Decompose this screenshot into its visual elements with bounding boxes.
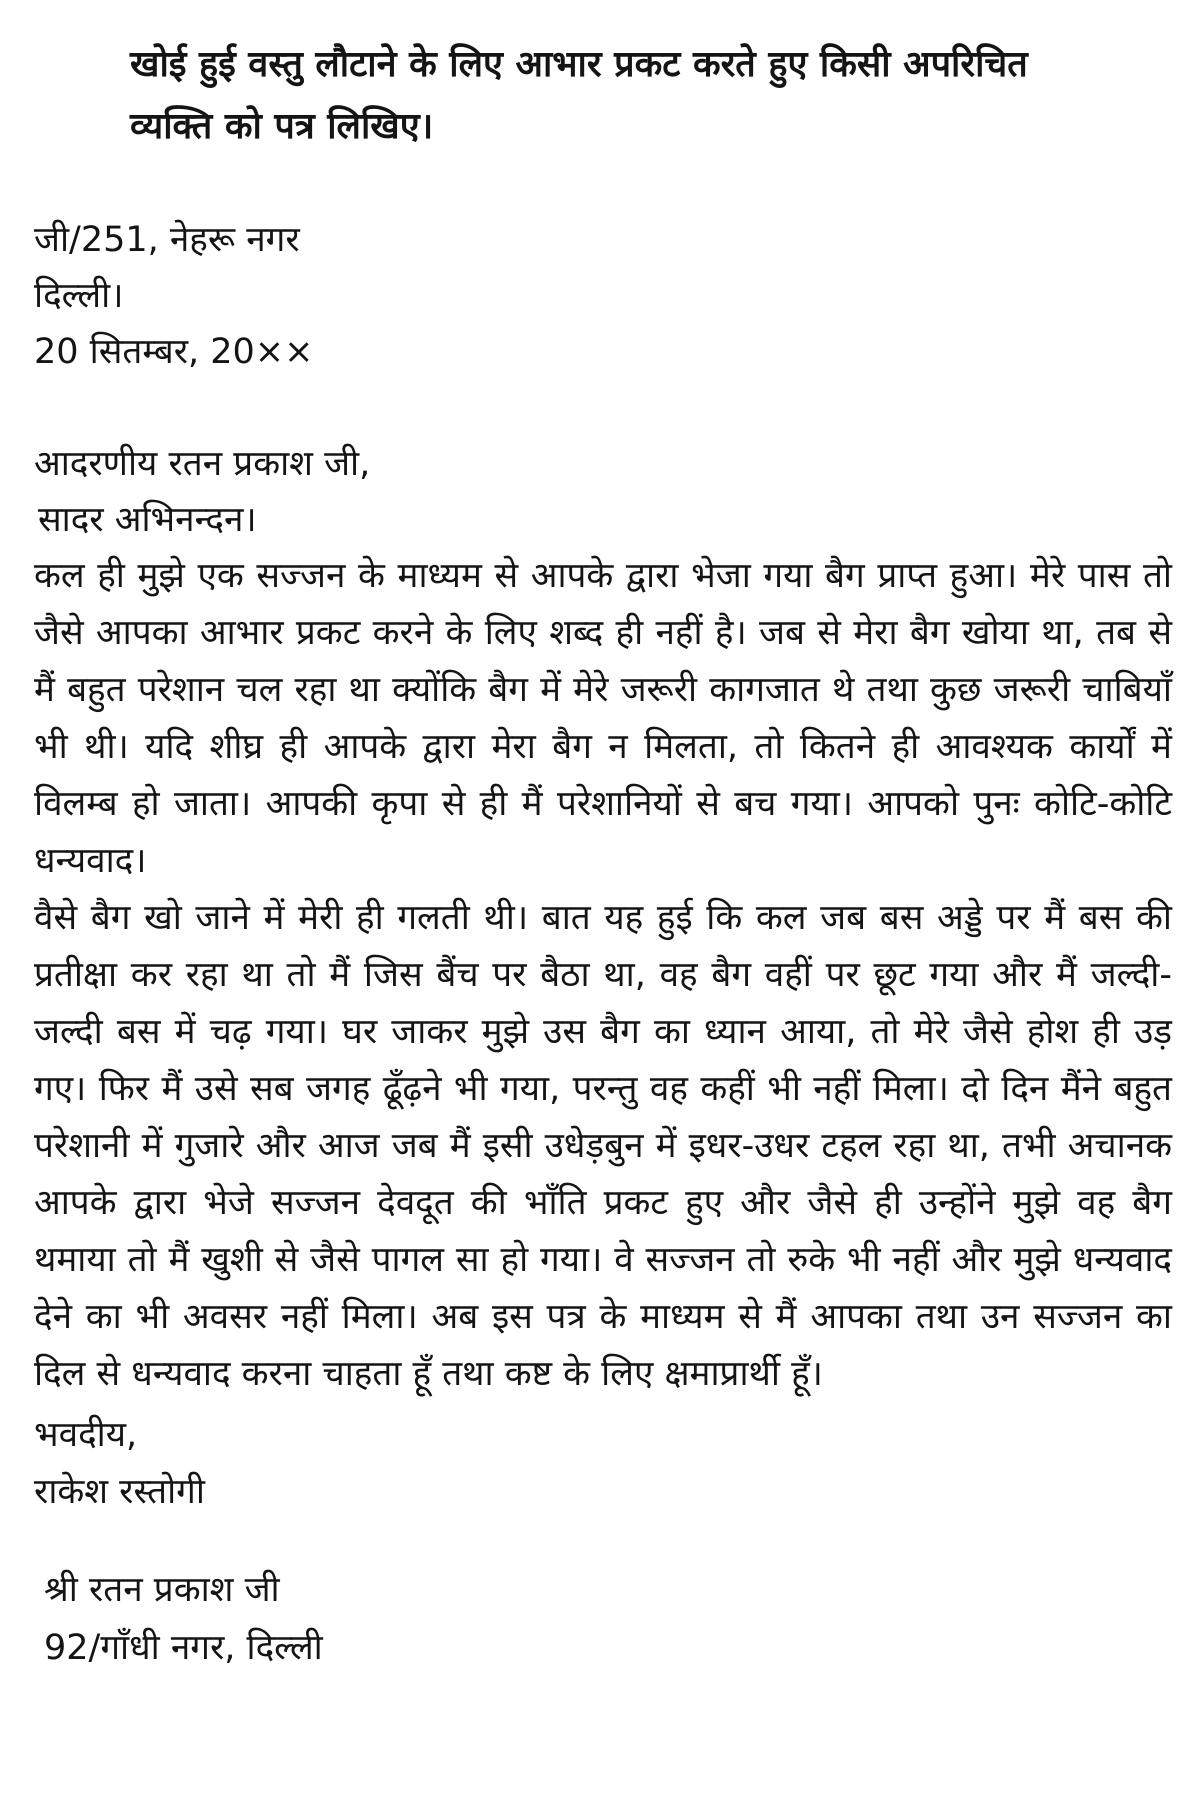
question-line-1: खोई हुई वस्तु लौटाने के लिए आभार प्रकट करते हुए किसी अपरिचित xyxy=(130,44,1028,85)
question-line-2: व्यक्ति को पत्र लिखिए। xyxy=(130,106,434,147)
question-heading xyxy=(130,34,1172,158)
letter-closing xyxy=(34,1407,1172,1521)
sender-address xyxy=(34,212,1172,380)
sender-name: राकेश रस्तोगी xyxy=(34,1472,205,1512)
letter-date: 20 सितम्बर, 20×× xyxy=(34,332,314,372)
salutation-address: आदरणीय रतन प्रकाश जी, xyxy=(34,444,371,484)
sender-address-line-2: दिल्ली। xyxy=(34,276,124,316)
salutation xyxy=(34,436,1172,548)
salutation-greeting: सादर अभिनन्दन। xyxy=(38,500,257,540)
body-paragraph-1: कल ही मुझे एक सज्जन के माध्यम से आपके द्वारा भेजा गया बैग प्राप्त हुआ। मेरे पास तो जैसे आपका आभार प्रकट करने के लिए शब्द ही नहीं है। जब से मेरा बैग खोया था, तब से मैं बहुत परेशान चल रहा था क्योंकि बैग में मेरे जरूरी कागजात थे तथा कुछ जरूरी चाबियाँ भी थी। यदि शीघ्र ही आपके द्वारा मेरा बैग न मिलता, तो कितने ही आवश्यक कार्यों में विलम्ब हो जाता। आपकी कृपा से ही मैं परेशानियों से बच गया। आपको पुनः कोटि-कोटि धन्यवाद। xyxy=(34,556,1172,881)
sender-address-line-1: जी/251, नेहरू नगर xyxy=(34,220,300,260)
body-paragraph-2: वैसे बैग खो जाने में मेरी ही गलती थी। बात यह हुई कि कल जब बस अड्डे पर मैं बस की प्रतीक्षा कर रहा था तो मैं जिस बैंच पर बैठा था, वह बैग वहीं पर छूट गया और मैं जल्दी-जल्दी बस में चढ़ गया। घर जाकर मुझे उस बैग का ध्यान आया, तो मेरे जैसे होश ही उड़ गए। फिर मैं उसे सब जगह ढूँढ़ने भी गया, परन्तु वह कहीं भी नहीं मिला। दो दिन मैंने बहुत परेशानी में गुजारे और आज जब मैं इसी उधेड़बुन में इधर-उधर टहल रहा था, तभी अचानक आपके द्वारा भेजे सज्जन देवदूत की भाँति प्रकट हुए और जैसे ही उन्होंने मुझे वह बैग थमाया तो मैं खुशी से जैसे पागल सा हो गया। वे सज्जन तो रुके भी नहीं और मुझे धन्यवाद देने का भी अवसर नहीं मिला। अब इस पत्र के माध्यम से मैं आपका तथा उन सज्जन का दिल से धन्यवाद करना चाहता हूँ तथा कष्ट के लिए क्षमाप्रार्थी हूँ। xyxy=(34,898,1172,1394)
letter-body xyxy=(34,548,1172,1403)
recipient-address xyxy=(34,1561,1172,1677)
recipient-name: श्री रतन प्रकाश जी xyxy=(44,1570,280,1610)
closing-sign-off: भवदीय, xyxy=(34,1415,138,1455)
recipient-address-line: 92/गाँधी नगर, दिल्ली xyxy=(44,1628,323,1668)
